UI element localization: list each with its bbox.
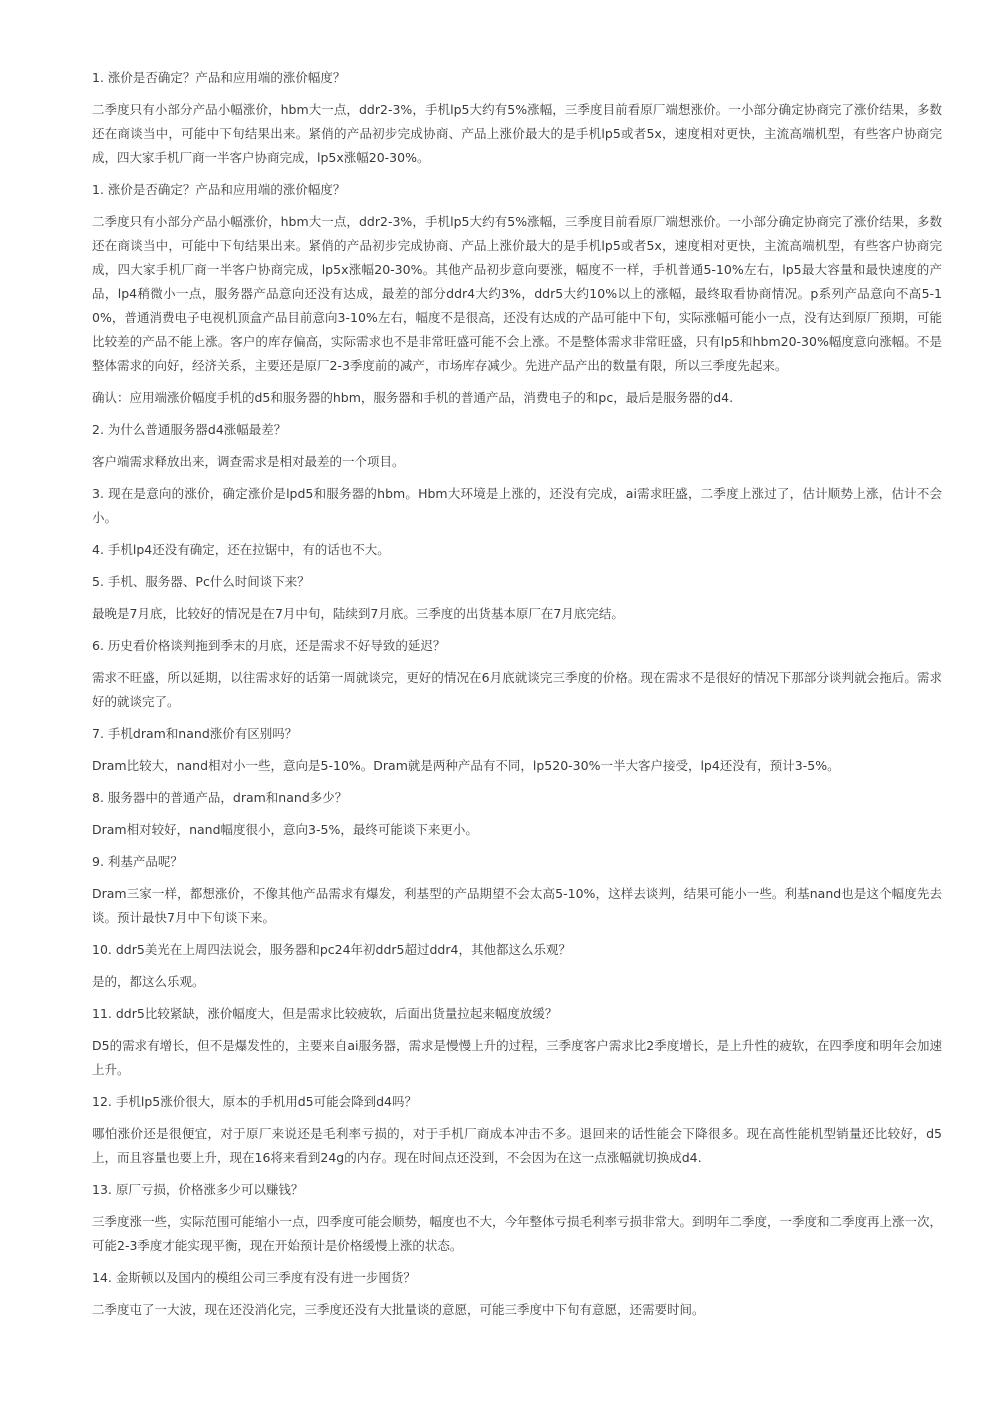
answer-1: 二季度只有小部分产品小幅涨价，hbm大一点，ddr2-3%，手机lp5大约有5%涨幅，三季度目前看原厂端想涨价。一小部分确定协商完了涨价结果，多数还在商谈当中，可能中下旬结果出来。紧俏的产品初步完成协商、产品上涨价最大的是手机lp5或者5x，速度相对更快，主流高端机型，有些客户协商完成，四大家手机厂商一半客户协商完成，lp5x涨幅20-30%。 [92, 102, 942, 165]
question-2: 2. 为什么普通服务器d4涨幅最差？ [92, 422, 287, 437]
question-1-repeat: 1. 涨价是否确定？产品和应用端的涨价幅度？ [92, 182, 346, 197]
question-13: 13. 原厂亏损，价格涨多少可以赚钱？ [92, 1182, 304, 1197]
answer-10: 是的，都这么乐观。 [92, 974, 205, 989]
question-5: 5. 手机、服务器、Pc什么时间谈下来？ [92, 574, 310, 589]
question-7: 7. 手机dram和nand涨价有区别吗？ [92, 726, 298, 741]
question-8: 8. 服务器中的普通产品，dram和nand多少？ [92, 790, 348, 805]
document-page [92, 66, 942, 1330]
answer-11: D5的需求有增长，但不是爆发性的，主要来自ai服务器，需求是慢慢上升的过程，三季度客户需求比2季度增长，是上升性的疲软，在四季度和明年会加速上升。 [92, 1038, 942, 1077]
answer-9: Dram三家一样，都想涨价，不像其他产品需求有爆发，利基型的产品期望不会太高5-10%，这样去谈判，结果可能小一些。利基nand也是这个幅度先去谈。预计最快7月中下旬谈下来。 [92, 886, 942, 925]
question-11: 11. ddr5比较紧缺，涨价幅度大，但是需求比较疲软，后面出货量拉起来幅度放缓？ [92, 1006, 558, 1021]
question-14: 14. 金斯顿以及国内的模组公司三季度有没有进一步囤货？ [92, 1270, 416, 1285]
item-3: 3. 现在是意向的涨价，确定涨价是lpd5和服务器的hbm。Hbm大环境是上涨的，还没有完成，ai需求旺盛，二季度上涨过了，估计顺势上涨，估计不会小。 [92, 486, 942, 525]
answer-12: 哪怕涨价还是很便宜，对于原厂来说还是毛利率亏损的，对于手机厂商成本冲击不多。退回来的话性能会下降很多。现在高性能机型销量还比较好，d5上，而且容量也要上升，现在16将来看到24g的内存。现在时间点还没到，不会因为在这一点涨幅就切换成d4. [92, 1126, 942, 1165]
confirmation-note: 确认：应用端涨价幅度手机的d5和服务器的hbm，服务器和手机的普通产品，消费电子的和pc，最后是服务器的d4. [92, 390, 734, 405]
question-6: 6. 历史看价格谈判拖到季末的月底，还是需求不好导致的延迟？ [92, 638, 446, 653]
answer-13: 三季度涨一些，实际范围可能缩小一点，四季度可能会顺势，幅度也不大，今年整体亏损毛利率亏损非常大。到明年二季度，一季度和二季度再上涨一次，可能2-3季度才能实现平衡，现在开始预计是价格缓慢上涨的状态。 [92, 1214, 943, 1253]
answer-7: Dram比较大，nand相对小一些，意向是5-10%。Dram就是两种产品有不同，lp520-30%一半大客户接受，lp4还没有，预计3-5%。 [92, 758, 840, 773]
question-10: 10. ddr5美光在上周四法说会，服务器和pc24年初ddr5超过ddr4，其他都这么乐观？ [92, 942, 571, 957]
question-1: 1. 涨价是否确定？产品和应用端的涨价幅度？ [92, 70, 346, 85]
answer-5: 最晚是7月底，比较好的情况是在7月中旬，陆续到7月底。三季度的出货基本原厂在7月底完结。 [92, 606, 624, 621]
question-12: 12. 手机lp5涨价很大，原本的手机用d5可能会降到d4吗？ [92, 1094, 417, 1109]
question-9: 9. 利基产品呢？ [92, 854, 183, 869]
answer-6: 需求不旺盛，所以延期，以往需求好的话第一周就谈完，更好的情况在6月底就谈完三季度的价格。现在需求不是很好的情况下那部分谈判就会拖后。需求好的就谈完了。 [92, 670, 942, 709]
answer-8: Dram相对较好，nand幅度很小，意向3-5%，最终可能谈下来更小。 [92, 822, 478, 837]
answer-1-extended: 二季度只有小部分产品小幅涨价，hbm大一点，ddr2-3%，手机lp5大约有5%涨幅，三季度目前看原厂端想涨价。一小部分确定协商完了涨价结果，多数还在商谈当中，可能中下旬结果出来。紧俏的产品初步完成协商、产品上涨价最大的是手机lp5或者5x，速度相对更快，主流高端机型，有些客户协商完成，四大家手机厂商一半客户协商完成，lp5x涨幅20-30%。其他产品初步意向要涨，幅度不一样，手机普通5-10%左右，lp5最大容量和最快速度的产品，lp4稍微小一点，服务器产品意向还没有达成，最差的部分ddr4大约3%，ddr5大约10%以上的涨幅，最终取看协商情况。p系列产品意向不高5-10%，普通消费电子电视机顶盒产品目前意向3-10%左右，幅度不是很高，还没有达成的产品可能中下旬，实际涨幅可能小一点，没有达到原厂预期，可能比较差的产品不能上涨。客户的库存偏高，实际需求也不是非常旺盛可能不会上涨。不是整体需求非常旺盛，只有lp5和hbm20-30%幅度意向涨幅。不是整体需求的向好，经济关系，主要还是原厂2-3季度前的减产，市场库存减少。先进产品产出的数量有限，所以三季度先起来。 [92, 214, 942, 373]
item-4: 4. 手机lp4还没有确定，还在拉锯中，有的话也不大。 [92, 542, 390, 557]
answer-14: 二季度屯了一大波，现在还没消化完，三季度还没有大批量谈的意愿，可能三季度中下旬有意愿，还需要时间。 [92, 1302, 705, 1317]
answer-2: 客户端需求释放出来，调查需求是相对最差的一个项目。 [92, 454, 405, 469]
